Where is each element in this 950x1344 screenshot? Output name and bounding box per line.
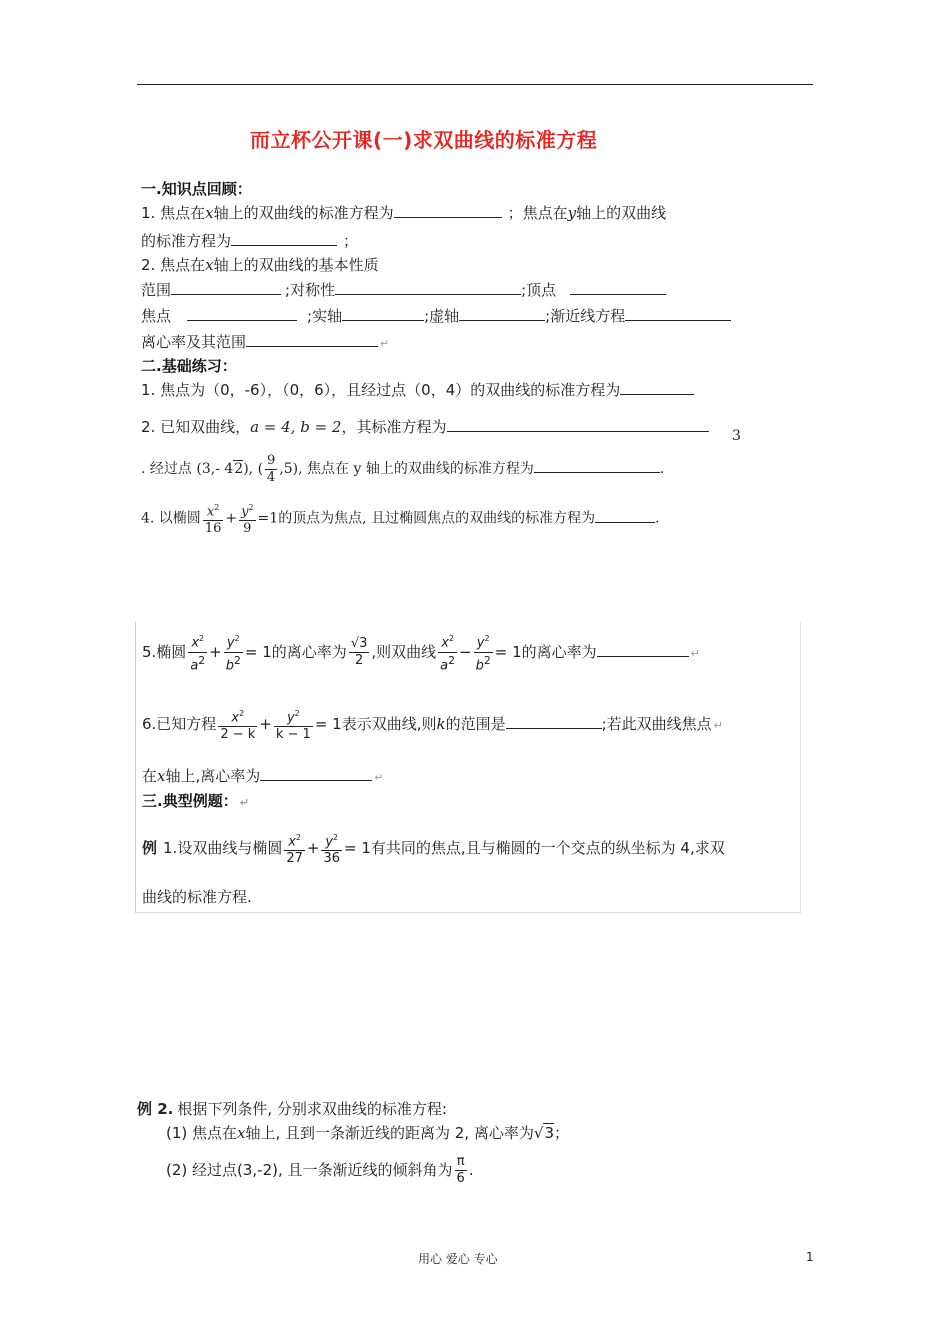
var-x: x: [157, 767, 166, 785]
answer-blank[interactable]: [246, 332, 378, 347]
answer-blank[interactable]: [187, 306, 297, 321]
q1-text-a: 1. 焦点在: [141, 204, 206, 222]
q4-text-a: 4. 以椭圆: [141, 510, 201, 527]
fraction-y2-km1: [274, 706, 313, 743]
fraction-numerator: $y^2$: [321, 830, 342, 851]
var-a: a: [190, 657, 199, 673]
asymptote-label: ;渐近线方程: [545, 307, 626, 325]
var-x: x: [205, 256, 214, 274]
fraction-9-4: [265, 453, 277, 486]
fraction-numerator: $y^2$: [224, 631, 243, 652]
c1-text-b: 轴上, 且到一条渐近线的距离为 2, 离心率为: [245, 1124, 534, 1142]
q1-text-b: 轴上的双曲线的标准方程为: [213, 204, 394, 222]
paragraph-mark-icon: ↵: [239, 796, 249, 809]
answer-blank[interactable]: [171, 280, 281, 295]
example-2-condition-2: [166, 1150, 474, 1190]
fraction-denominator: $a^2$: [440, 653, 456, 673]
fraction-numerator: $y^2$: [239, 500, 255, 521]
fraction-numerator: $x^2$: [218, 706, 257, 727]
fraction-denominator: 2: [354, 653, 364, 668]
answer-blank[interactable]: [394, 203, 502, 218]
var-y: y: [476, 635, 485, 651]
s2-question-4: 4. 以椭圆 $\frac{x^2}{16}$ + $\frac{y^2}{9}$ =1的顶点为焦点, 且过椭圆焦点的双曲线的标准方程为 .: [141, 500, 660, 537]
s1-properties-row-3: [141, 331, 389, 352]
example-2-intro: [137, 1098, 447, 1119]
fraction-denominator: $b^2$: [225, 653, 241, 673]
s2-question-1: [141, 379, 694, 400]
var-y: y: [286, 710, 295, 726]
q2-condition: a = 4, b = 2: [250, 418, 342, 436]
answer-blank[interactable]: [625, 306, 731, 321]
var-b: b: [475, 657, 484, 673]
s1-properties-row-2: [141, 305, 731, 326]
fraction-x2-16: [203, 500, 224, 537]
paragraph-mark-icon: ↵: [690, 647, 700, 660]
q3-point-1-a: (3,- 4: [196, 461, 234, 477]
q1-text-end: ；: [343, 232, 359, 250]
var-a: a: [440, 657, 449, 673]
answer-blank[interactable]: [534, 458, 660, 473]
equals-one: = 1: [244, 643, 272, 661]
fraction-numerator: $x^2$: [203, 500, 224, 521]
header-rule: [137, 84, 813, 85]
answer-blank[interactable]: [620, 380, 694, 395]
q5-text-b: 的离心率为: [271, 643, 347, 661]
q6-text-b: 表示双曲线,则: [341, 715, 437, 733]
s1-question-1-line2: [141, 230, 358, 251]
c1-text-a: (1) 焦点在: [166, 1124, 238, 1142]
answer-blank[interactable]: [447, 417, 709, 432]
q1-text-d: 轴上的双曲线: [576, 204, 667, 222]
focus-label: 焦点: [141, 307, 172, 325]
fraction-numerator: $x^2$: [188, 631, 207, 652]
footer-motto: 用心 爱心 专心: [418, 1252, 498, 1266]
fraction-numerator: $y^2$: [474, 631, 493, 652]
q6-text-c: 的范围是: [445, 715, 506, 733]
example-1-line2: 曲线的标准方程.: [142, 888, 252, 906]
s2-question-2: [141, 416, 709, 437]
fraction-sqrt3-2: [349, 636, 370, 669]
q5-text-c: ,则双曲线: [371, 643, 437, 661]
q1-text-e: 的标准方程为: [141, 232, 232, 250]
ex1-text-b: 有共同的焦点,且与椭圆的一个交点的纵坐标为 4,求双: [370, 839, 725, 857]
answer-blank[interactable]: [342, 306, 424, 321]
q3-number: 3: [732, 428, 741, 444]
example-label: 例 2.: [137, 1100, 174, 1118]
fraction-denominator: k − 1: [275, 727, 311, 743]
var-y: y: [226, 635, 235, 651]
fraction-denominator: 2 − k: [220, 727, 256, 743]
var-x: x: [288, 834, 296, 850]
q2-text-b: 轴上的双曲线的基本性质: [213, 256, 379, 274]
q3-point-2: [257, 452, 303, 485]
c2-text: (2) 经过点(3,-2), 且一条渐近线的倾斜角为: [166, 1161, 453, 1179]
var-y: y: [567, 204, 577, 222]
fraction-denominator: 9: [243, 521, 252, 537]
example-1: 例 1.设双曲线与椭圆 $\frac{x^2}{27}$ + $\frac{y^2}{36}$ = 1有共同的焦点,且与椭圆的一个交点的纵坐标为 4,求双: [142, 826, 725, 870]
fraction-numerator: 9: [267, 452, 276, 468]
fraction-denominator: 27: [286, 851, 303, 867]
fraction-x2-a2: [438, 631, 457, 674]
equals-one: =1: [257, 510, 279, 527]
fraction-numerator: π: [455, 1154, 467, 1171]
fraction-numerator: $x^2$: [284, 830, 305, 851]
fraction-x2-27: [284, 830, 305, 867]
q3-text-b: 焦点在 y 轴上的双曲线的标准方程为: [307, 461, 534, 477]
period: .: [655, 510, 660, 527]
q1-text: 1. 焦点为（0，-6），（0，6），且经过点（0，4）的双曲线的标准方程为: [141, 381, 621, 399]
period: .: [659, 461, 665, 477]
q2-text-a: 2. 焦点在: [141, 256, 206, 274]
var-x: x: [231, 710, 240, 726]
c1-end: ；: [554, 1124, 570, 1142]
fraction-x2-a2: [188, 631, 207, 674]
page-title: 而立杯公开课(一)求双曲线的标准方程: [250, 128, 598, 152]
q5-text-d: 的离心率为: [521, 643, 597, 661]
s1-question-2: [141, 254, 379, 275]
fraction-denominator: 4: [267, 469, 276, 485]
answer-blank[interactable]: [506, 714, 602, 729]
fraction-denominator: 16: [204, 521, 222, 537]
q4-text-b: 的顶点为焦点, 且过椭圆焦点的双曲线的标准方程为: [278, 510, 596, 527]
fraction-denominator: $a^2$: [190, 653, 206, 673]
real-axis-label: ;实轴: [307, 307, 343, 325]
q3-point-1: [196, 460, 253, 477]
q3-text-a: . 经过点: [141, 461, 192, 477]
section-3-heading-text: 三.典型例题：: [142, 792, 238, 810]
equals-one: = 1: [314, 715, 342, 733]
answer-blank[interactable]: [260, 766, 372, 781]
fraction-numerator: √3: [350, 636, 368, 651]
q6-text-e: 在: [142, 767, 158, 785]
q6-text-f: 轴上,离心率为: [165, 767, 261, 785]
section-3-heading: [142, 790, 249, 811]
fraction-y2-b2: [224, 631, 243, 674]
c2-end: .: [468, 1161, 474, 1179]
range-label: 范围: [141, 281, 172, 299]
var-x: x: [441, 635, 449, 651]
answer-blank[interactable]: [595, 508, 655, 523]
fraction-denominator: 6: [456, 1171, 465, 1186]
s1-question-1: [141, 202, 666, 223]
answer-blank[interactable]: [570, 280, 666, 295]
q1-text-c: ；焦点在: [507, 204, 568, 222]
symmetry-label: ;对称性: [285, 281, 336, 299]
var-x: x: [191, 635, 200, 651]
q2-text-b: ，其标准方程为: [341, 418, 447, 436]
q3-point-2-end: ,5),: [279, 461, 303, 477]
imag-axis-label: ;虚轴: [424, 307, 460, 325]
fraction-y2-36: [321, 830, 342, 867]
equals-one: = 1: [344, 839, 371, 857]
equals-one: = 1: [494, 643, 522, 661]
page-number: 1: [806, 1250, 814, 1264]
sqrt-2: 2: [234, 461, 244, 477]
q2-text-a: 2. 已知双曲线，: [141, 418, 251, 436]
q5-text-a: 5.椭圆: [142, 643, 187, 661]
answer-blank[interactable]: [231, 231, 337, 246]
s1-properties-row-1: [141, 279, 666, 300]
ex2-intro-text: 根据下列条件, 分别求双曲线的标准方程:: [177, 1100, 447, 1118]
fraction-denominator: $b^2$: [475, 653, 491, 673]
eccentricity-label: 离心率及其范围: [141, 333, 247, 351]
fraction-y2-b2: [474, 631, 493, 674]
paragraph-mark-icon: ↵: [713, 719, 723, 732]
sqrt-symbol: √: [533, 1124, 544, 1142]
answer-blank[interactable]: [335, 280, 521, 295]
section-2-heading: 二.基础练习：: [141, 357, 237, 375]
fraction-numerator: $y^2$: [274, 706, 313, 727]
var-b: b: [225, 657, 235, 673]
answer-blank[interactable]: [459, 306, 545, 321]
var-x: x: [206, 504, 215, 520]
example-2-condition-1: [166, 1122, 569, 1143]
section-1-heading: 一.知识点回顾：: [141, 180, 252, 198]
q3-point-2-open: (: [257, 461, 264, 477]
var-x: x: [237, 1124, 246, 1142]
ex1-text-a: 1.设双曲线与椭圆: [163, 839, 283, 857]
paragraph-mark-icon: ↵: [380, 337, 390, 350]
var-y: y: [241, 504, 249, 520]
vertex-label: ;顶点: [521, 281, 557, 299]
sqrt-3: 3: [544, 1124, 554, 1142]
example-label: 例: [142, 839, 158, 857]
s2-question-6: 6.已知方程 $\frac{x^2}{2 - k}$ + $\frac{y^2}{k - 1}$ = 1表示双曲线,则k的范围是 ;若此双曲线焦点 ↵: [142, 702, 723, 748]
var-y: y: [325, 834, 334, 850]
fraction-numerator: $x^2$: [438, 631, 457, 652]
q6-text-a: 6.已知方程: [142, 715, 217, 733]
fraction-y2-9: [239, 500, 255, 537]
s2-question-6-line2: [142, 765, 383, 786]
paragraph-mark-icon: ↵: [374, 771, 384, 784]
s2-question-5: 5.椭圆 $\frac{x^2}{a^2}$ + $\frac{y^2}{b^2}$ = 1的离心率为 $\frac{√3}{2}$ ,则双曲线 $\frac{x^2}{a^2}$ − $\frac{y^2}{b^2}$ = 1的离心率为 ↵: [142, 630, 700, 676]
fraction-pi-6: [455, 1154, 467, 1187]
var-k: k: [436, 715, 446, 733]
q6-text-d: ;若此双曲线焦点: [601, 715, 712, 733]
fraction-denominator: 36: [323, 851, 340, 867]
var-x: x: [205, 204, 214, 222]
answer-blank[interactable]: [597, 642, 689, 657]
s2-question-3: [141, 452, 664, 486]
q3-point-1-end: ),: [243, 461, 254, 477]
fraction-x2-2mk: [218, 706, 257, 743]
